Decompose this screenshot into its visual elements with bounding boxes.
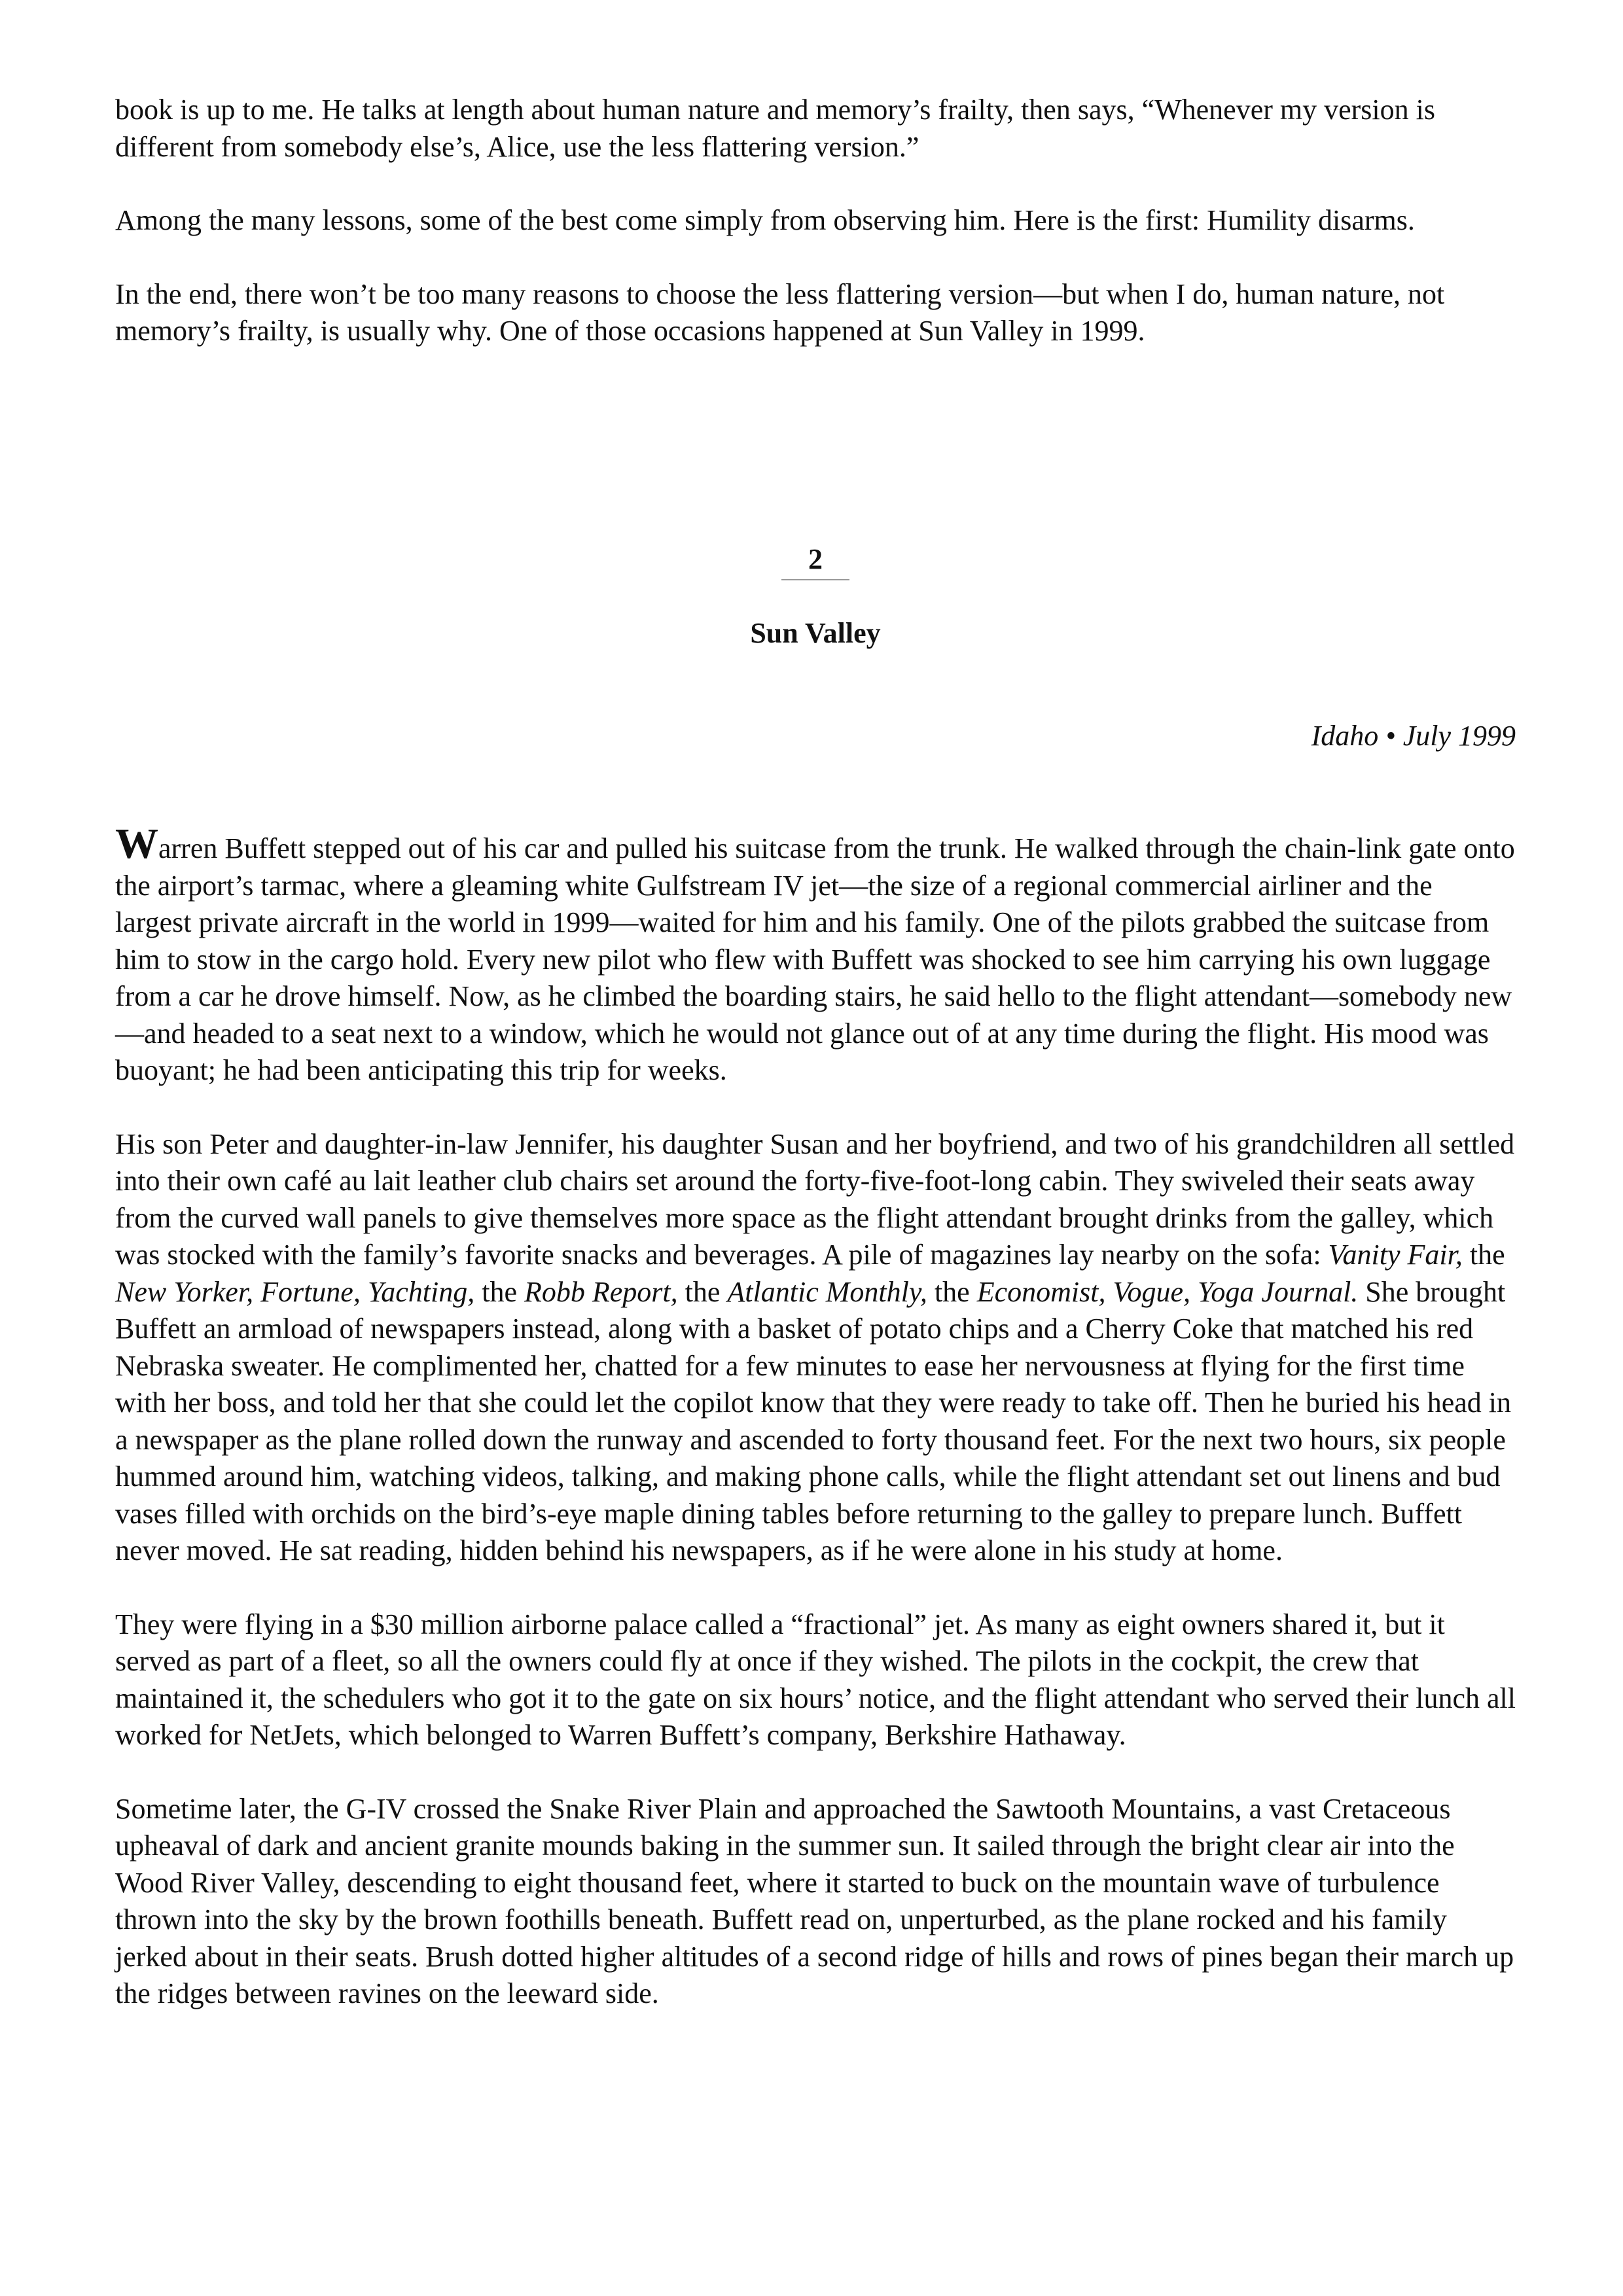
body-paragraph-2: [115, 1126, 1516, 1570]
connector-text: the: [474, 1275, 525, 1308]
chapter-dateline: Idaho • July 1999: [1311, 720, 1516, 752]
chapter-title: Sun Valley: [750, 617, 881, 649]
body-paragraph-1-text: arren Buffett stepped out of his car and pulled his suitcase from the trunk. He walked through the chain-link gate onto the airport’s tarmac, where a gleaming white Gulfstream IV jet—the size of a regional commercial airliner and the largest private aircraft in the world in 1999—waited for him and his family. One of the pilots grabbed the suitcase from him to stow in the cargo hold. Every new pilot who flew with Buffett was shocked to see him carrying his own luggage from a car he drove himself. Now, as he climbed the boarding stairs, he said hello to the flight attendant—somebody new—and headed to a seat next to a window, which he would not glance out of at any time during the flight. His mood was buoyant; he had been anticipating this trip for weeks.: [115, 832, 1515, 1086]
connector-text: the: [677, 1275, 728, 1308]
chapter-number: 2: [808, 543, 823, 575]
body-paragraph-1: [115, 820, 1516, 1089]
connector-text: the: [1462, 1239, 1505, 1271]
body-paragraph-4: Sometime later, the G-IV crossed the Snake River Plain and approached the Sawtooth Mountains, a vast Cretaceous upheaval of dark and ancient granite mounds baking in the summer sun. It sailed through the bright clear air into the Wood River Valley, descending to eight thousand feet, where it started to buck on the mountain wave of turbulence thrown into the sky by the brown foothills beneath. Buffett read on, unperturbed, as the plane rocked and his family jerked about in their seats. Brush dotted higher altitudes of a second ridge of hills and rows of pines began their march up the ridges between ravines on the leeward side.: [115, 1792, 1514, 2009]
chapter-body: [115, 820, 1516, 2013]
page: [115, 92, 1516, 2009]
intro-paragraph-1: book is up to me. He talks at length about human nature and memory’s frailty, then says, “Whenever my version is different from somebody else’s, Alice, use the less flattering version.”: [115, 94, 1435, 163]
drop-cap: W: [115, 820, 158, 868]
chapter-number-rule: [781, 579, 849, 580]
body-paragraph-3: They were flying in a $30 million airborne palace called a “fractional” jet. As many as eight owners shared it, but it served as part of a fleet, so all the owners could fly at once if they wished. The pilots in the cockpit, the crew that maintained it, the schedulers who got it to the gate on six hours’ notice, and the flight attendant who served their lunch all worked for NetJets, which belonged to Warren Buffett’s company, Berkshire Hathaway.: [115, 1608, 1516, 1751]
body-paragraph-2-text-b: She brought Buffett an armload of newspapers instead, along with a basket of potato chips and a Cherry Coke that matched his red Nebraska sweater. He complimented her, chatted for a few minutes to ease her nervousness at flying for the first time with her boss, and told her that she could let the copilot know that they were ready to take off. Then he buried his head in a newspaper as the plane rolled down the runway and ascended to forty thousand feet. For the next two hours, six people hummed around him, watching videos, talking, and making phone calls, while the flight attendant set out linens and bud vases filled with orchids on the bird’s-eye maple dining tables before returning to the galley to prepare lunch. Buffett never moved. He sat reading, hidden behind his newspapers, as if he were alone in his study at home.: [115, 1275, 1512, 1566]
magazine-title: Vanity Fair,: [1328, 1239, 1463, 1271]
magazine-title: Economist, Vogue, Yoga Journal.: [976, 1275, 1359, 1308]
magazine-title: Robb Report,: [524, 1275, 678, 1308]
body-paragraph-2-text-a: His son Peter and daughter-in-law Jennifer, his daughter Susan and her boyfriend, and two of his grandchildren all settled into their own café au lait leather club chairs set around the forty-five-foot-long cabin. They swiveled their seats away from the curved wall panels to give themselves more space as the flight attendant brought drinks from the galley, which was stocked with the family’s favorite snacks and beverages. A pile of magazines lay nearby on the sofa:: [115, 1127, 1515, 1271]
magazine-title: New Yorker, Fortune, Yachting,: [115, 1275, 475, 1308]
intro-paragraph-3: In the end, there won’t be too many reasons to choose the less flattering version—but when I do, human nature, not memory’s frailty, is usually why. One of those occasions happened at Sun Valley in 1999.: [115, 277, 1445, 347]
intro-paragraph-2: Among the many lessons, some of the best come simply from observing him. Here is the first: Humility disarms.: [115, 204, 1415, 236]
magazine-title: Atlantic Monthly,: [727, 1275, 927, 1308]
connector-text: the: [927, 1275, 977, 1308]
